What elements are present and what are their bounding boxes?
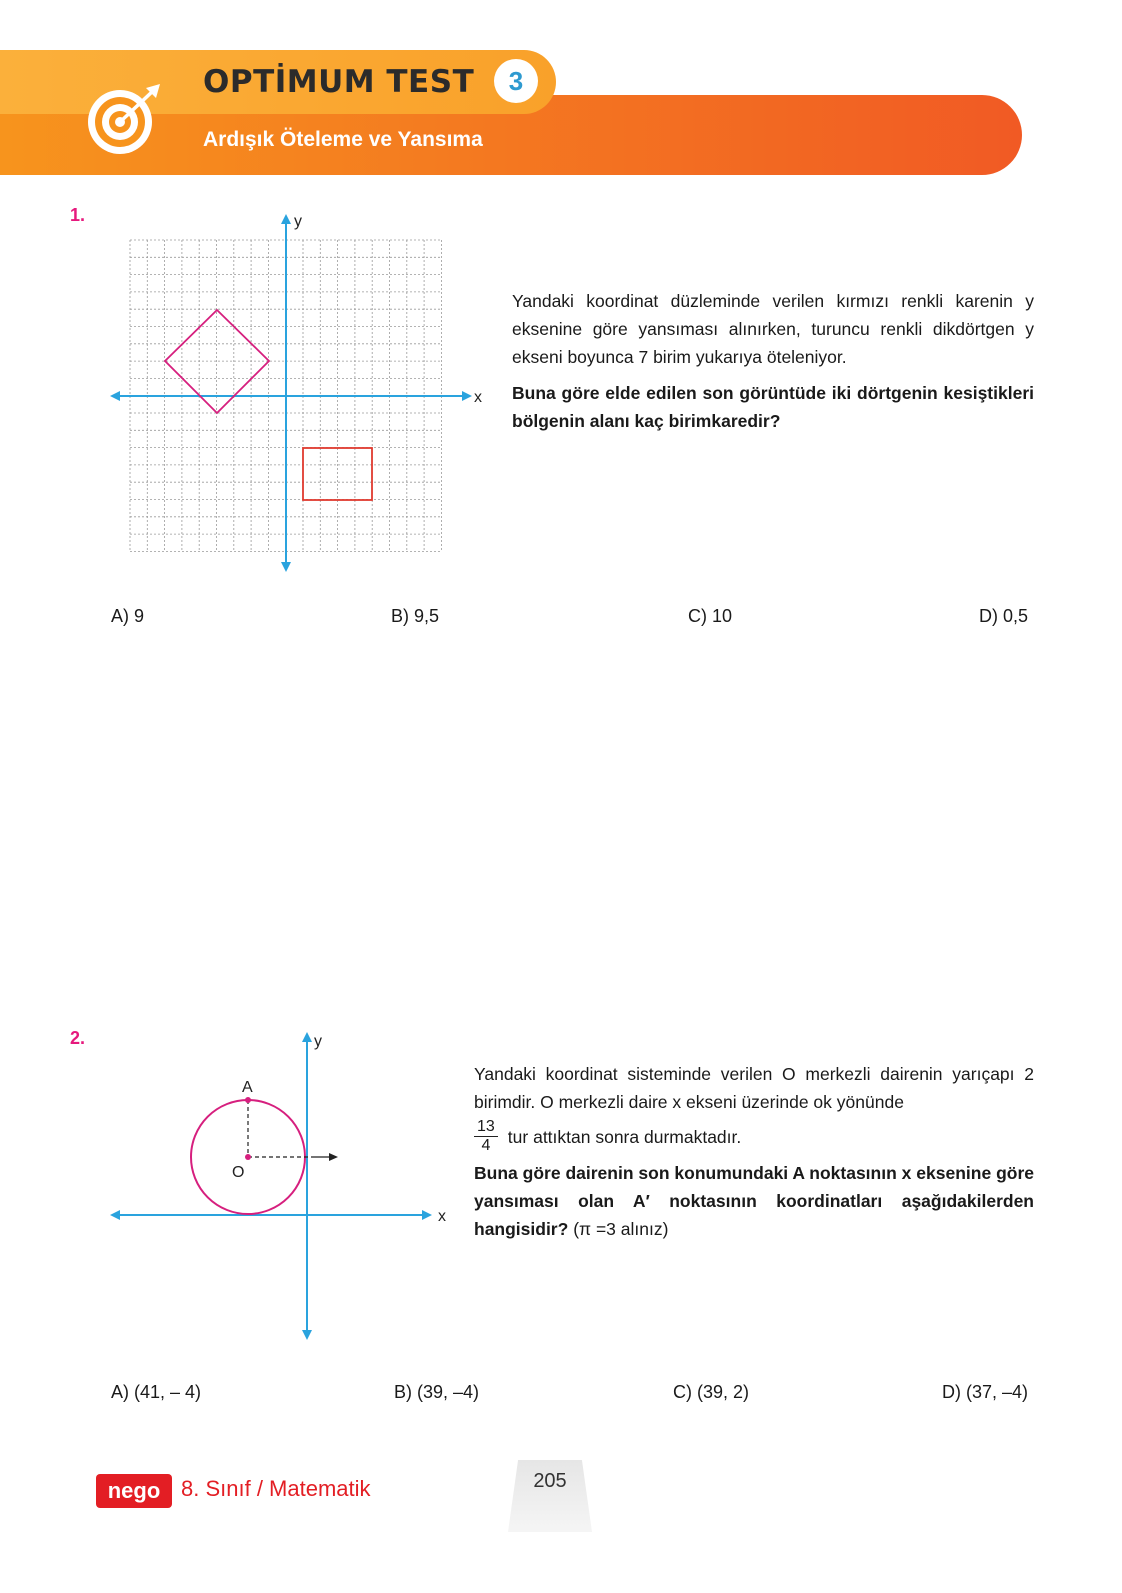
fraction: [474, 1118, 498, 1155]
question-1-coordinate-plane: [108, 208, 488, 578]
question-2-number: 2.: [70, 1028, 86, 1048]
question-1-option-d[interactable]: D) 0,5: [979, 606, 1029, 626]
question-2-statement-end: tur attıktan sonra durmaktadır.: [507, 1126, 742, 1147]
question-2-text: [474, 1060, 1034, 1243]
fraction-denominator: 4: [481, 1137, 491, 1154]
pink-square: [165, 310, 269, 413]
point-o-dot: [245, 1154, 251, 1160]
point-a-label: A: [242, 1079, 253, 1096]
question-2-option-c[interactable]: C) (39, 2): [673, 1382, 750, 1402]
question-1-text: [512, 287, 1034, 435]
point-o-label: O: [232, 1164, 245, 1181]
question-1-prompt: Buna göre elde edilen son görüntüde iki dörtgenin kesiştikleri bölgenin alanı kaç birimkaredir?: [512, 383, 1034, 431]
grade-subject: 8. Sınıf / Matematik: [181, 1476, 371, 1501]
question-2-option-d[interactable]: D) (37, –4): [942, 1382, 1029, 1402]
x-axis-arrow-right: [422, 1210, 432, 1220]
page-number: 205: [533, 1470, 567, 1492]
x-axis-label: x: [438, 1208, 446, 1225]
x-axis-label: x: [474, 389, 482, 406]
target-icon: [86, 82, 162, 158]
y-axis-arrow-up: [281, 214, 291, 224]
question-2-prompt-block: [474, 1159, 1034, 1243]
question-1-option-c[interactable]: C) 10: [688, 606, 733, 626]
y-axis-label: y: [294, 213, 302, 230]
y-axis-label: y: [314, 1033, 322, 1050]
question-2-coordinate-plane: [108, 1026, 458, 1346]
page-subtitle: Ardışık Öteleme ve Yansıma: [203, 128, 483, 151]
y-axis-arrow-down: [281, 562, 291, 572]
question-1-statement: Yandaki koordinat düzleminde verilen kırmızı renkli karenin y eksenine göre yansıması alınırken, turuncu renkli dikdörtgen y ekseni boyunca 7 birim yukarıya öteleniyor.: [512, 291, 1034, 367]
test-number-badge: 3: [494, 59, 538, 103]
question-2-prompt: Buna göre dairenin son konumundaki A noktasının x eksenine göre yansıması olan A′ noktasının koordinatları aşağıdakilerden hangisidir?: [474, 1163, 1034, 1239]
question-1-number: 1.: [70, 205, 86, 225]
publisher-logo: nego: [96, 1474, 172, 1508]
question-2-note: (π =3 alınız): [573, 1219, 669, 1239]
x-axis-arrow-left: [110, 1210, 120, 1220]
page-title: OPTİMUM TEST: [203, 64, 475, 100]
y-axis-arrow-down: [302, 1330, 312, 1340]
direction-arrow-icon: [329, 1153, 338, 1161]
x-axis-arrow-left: [110, 391, 120, 401]
question-1-option-a[interactable]: A) 9: [111, 606, 145, 626]
point-a-dot: [245, 1097, 251, 1103]
question-2-option-b[interactable]: B) (39, –4): [394, 1382, 480, 1402]
question-1-option-b[interactable]: B) 9,5: [391, 606, 440, 626]
y-axis-arrow-up: [302, 1032, 312, 1042]
question-2-option-a[interactable]: A) (41, – 4): [111, 1382, 202, 1402]
fraction-numerator: 13: [474, 1118, 498, 1137]
question-2-statement: Yandaki koordinat sisteminde verilen O merkezli dairenin yarıçapı 2 birimdir. O merkezli daire x ekseni üzerinde ok yönünde: [474, 1064, 1034, 1112]
x-axis-arrow-right: [462, 391, 472, 401]
question-2-fraction-line: [474, 1118, 1034, 1155]
